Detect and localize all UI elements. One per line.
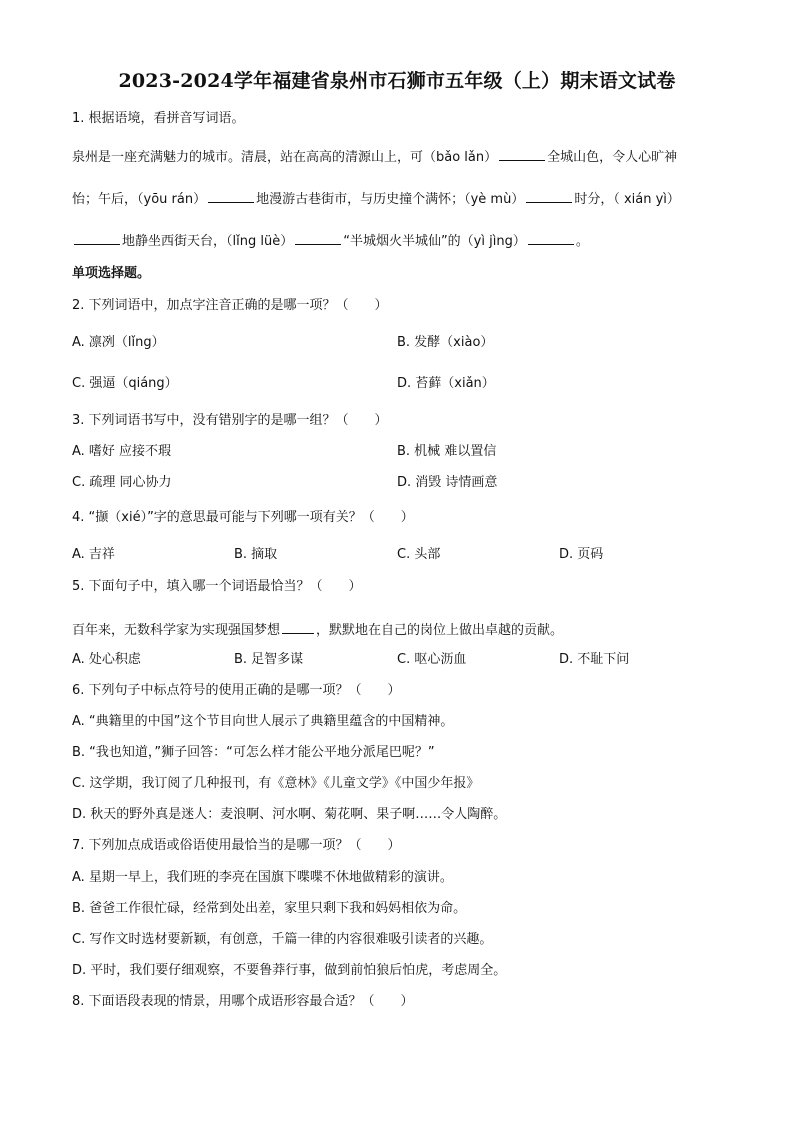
q7-option-b[interactable]: B. 爸爸工作很忙碌，经常到处出差，家里只剩下我和妈妈相依为命。 (72, 901, 467, 916)
answer-blank[interactable] (74, 231, 120, 245)
q1-text: 怡；午后，（yōu rán） (72, 192, 207, 207)
q1-text: 地漫游古巷街市，与历史撞个满怀；（yè mù） (256, 192, 525, 207)
q5-text: 百年来，无数科学家为实现强国梦想 (72, 623, 281, 638)
q3-option-a[interactable]: A. 嗜好 应接不瑕 (72, 444, 172, 459)
q7-option-a[interactable]: A. 星期一早上，我们班的李亮在国旗下喋喋不休地做精彩的演讲。 (72, 870, 453, 885)
q6-stem: 6. 下列句子中标点符号的使用正确的是哪一项？（ ） (72, 683, 401, 698)
q1-text: “半城烟火半城仙”的（yì jìng） (343, 234, 526, 249)
answer-blank[interactable] (208, 189, 254, 203)
q8-stem: 8. 下面语段表现的情景，用哪个成语形容最合适？（ ） (72, 994, 414, 1009)
q6-option-b[interactable]: B. “我也知道，”狮子回答：“可怎么样才能公平地分派尾巴呢？” (72, 745, 435, 760)
answer-blank[interactable] (526, 189, 572, 203)
answer-blank[interactable] (499, 147, 545, 161)
q3-option-c[interactable]: C. 疏理 同心协力 (72, 475, 172, 490)
q5-stem: 5. 下面句子中，填入哪一个词语最恰当？（ ） (72, 579, 362, 594)
q4-option-a[interactable]: A. 吉祥 (72, 547, 115, 562)
page-title: 2023-2024学年福建省泉州市石狮市五年级（上）期末语文试卷 (118, 70, 676, 92)
q2-option-d[interactable]: D. 苔藓（xiǎn） (397, 376, 495, 391)
q1-text: 全城山色，令人心旷神 (547, 150, 678, 165)
q5-option-b[interactable]: B. 足智多谋 (234, 652, 304, 667)
q1-stem: 1. 根据语境，看拼音写词语。 (72, 111, 245, 126)
q1-text: 时分，（ xián yì） (574, 192, 680, 207)
q7-option-c[interactable]: C. 写作文时选材要新颖，有创意，千篇一律的内容很难吸引读者的兴趣。 (72, 932, 493, 947)
q5-text: ，默默地在自己的岗位上做出卓越的贡献。 (316, 623, 564, 638)
q1-text: 。 (575, 234, 589, 249)
q1-line-2 (72, 189, 680, 209)
q2-stem: 2. 下列词语中，加点字注音正确的是哪一项？（ ） (72, 298, 388, 313)
q5-option-a[interactable]: A. 处心积虑 (72, 652, 141, 667)
q4-option-b[interactable]: B. 摘取 (234, 547, 278, 562)
q1-text: 泉州是一座充满魅力的城市。清晨，站在高高的清源山上，可（bǎo lǎn） (72, 150, 498, 165)
q7-stem: 7. 下列加点成语或俗语使用最恰当的是哪一项？（ ） (72, 838, 401, 853)
q2-option-c[interactable]: C. 强逼（qiáng） (72, 376, 178, 391)
q3-option-d[interactable]: D. 消毁 诗情画意 (397, 475, 498, 490)
q1-text: 地静坐西街天台，（lǐng lüè） (122, 234, 294, 249)
q4-stem: 4. “撷（xié）”字的意思最可能与下列哪一项有关？（ ） (72, 510, 414, 525)
answer-blank[interactable] (528, 231, 574, 245)
q5-option-c[interactable]: C. 呕心沥血 (397, 652, 467, 667)
q6-option-a[interactable]: A. “典籍里的中国”这个节目向世人展示了典籍里蕴含的中国精神。 (72, 714, 454, 729)
q7-option-d[interactable]: D. 平时，我们要仔细观察，不要鲁莽行事，做到前怕狼后怕虎，考虑周全。 (72, 963, 507, 978)
q6-option-d[interactable]: D. 秋天的野外真是迷人：麦浪啊、河水啊、菊花啊、果子啊……令人陶醉。 (72, 807, 507, 822)
q5-option-d[interactable]: D. 不耻下问 (559, 652, 630, 667)
q4-option-d[interactable]: D. 页码 (559, 547, 604, 562)
q2-option-b[interactable]: B. 发酵（xiào） (397, 335, 494, 350)
q4-option-c[interactable]: C. 头部 (397, 547, 441, 562)
q5-sentence (72, 620, 563, 640)
q3-stem: 3. 下列词语书写中，没有错别字的是哪一组？（ ） (72, 413, 388, 428)
answer-blank[interactable] (282, 620, 314, 634)
answer-blank[interactable] (295, 231, 341, 245)
q1-line-1 (72, 147, 677, 167)
q1-line-3 (72, 231, 589, 251)
q6-option-c[interactable]: C. 这学期，我订阅了几种报刊，有《意林》《儿童文学》《中国少年报》 (72, 776, 480, 791)
section-heading: 单项选择题。 (72, 266, 151, 281)
q3-option-b[interactable]: B. 机械 难以置信 (397, 444, 497, 459)
q2-option-a[interactable]: A. 凛冽（lǐng） (72, 335, 165, 350)
